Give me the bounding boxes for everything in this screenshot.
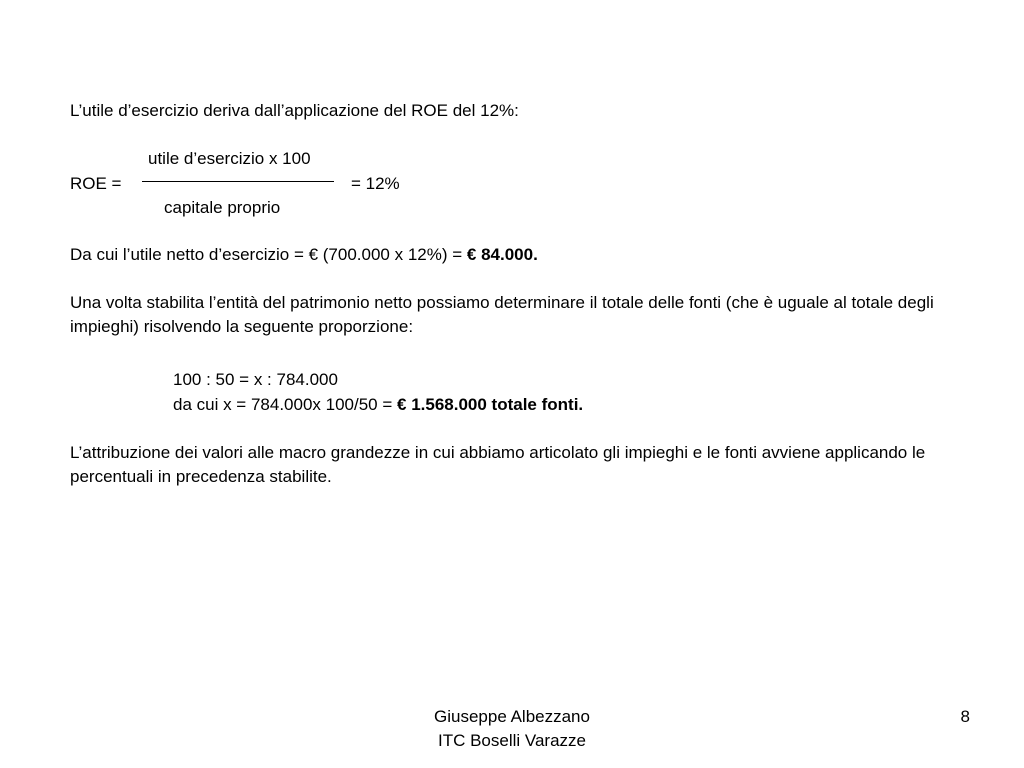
result-text: Da cui l’utile netto d’esercizio = € (700.000 x 12%) = (70, 245, 467, 264)
formula-denominator: capitale proprio (164, 198, 281, 217)
formula-numerator: utile d’esercizio x 100 (148, 149, 311, 168)
footer-school: ITC Boselli Varazze (437, 731, 586, 750)
proportion-line-2 (173, 393, 583, 417)
fraction-bar (142, 181, 334, 182)
formula-lhs: ROE = (70, 174, 122, 193)
proportion-line-1: 100 : 50 = x : 784.000 (173, 370, 338, 389)
result-line (70, 243, 538, 267)
result-value: € 84.000. (466, 245, 538, 264)
paragraph-attribuzione: L’attribuzione dei valori alle macro grandezze in cui abbiamo articolato gli impieghi e le fonti avviene applicando le percentuali in precedenza stabilite. (70, 443, 926, 486)
proportion-text: da cui x = 784.000x 100/50 = (173, 395, 398, 414)
footer (362, 705, 662, 753)
page-number: 8 (960, 707, 970, 726)
formula-rhs: = 12% (351, 174, 400, 193)
intro-text: L’utile d’esercizio deriva dall’applicazione del ROE del 12%: (70, 101, 519, 120)
proportion-result: € 1.568.000 totale fonti. (397, 395, 584, 414)
paragraph-fonti: Una volta stabilita l’entità del patrimonio netto possiamo determinare il totale delle fonti (che è uguale al totale degli impieghi) risolvendo la seguente proporzione: (70, 293, 934, 336)
footer-author: Giuseppe Albezzano (434, 707, 590, 726)
